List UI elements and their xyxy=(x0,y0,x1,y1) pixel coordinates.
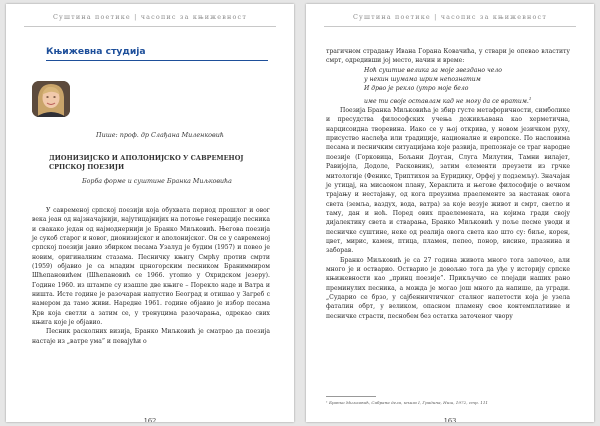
paragraph: Песник расколних визија, Бранко Миљковић је сматрао да поезија настаје из „ватре ума” и певајући о xyxy=(32,328,270,345)
poem-line: Ноћ суштие велика за моје звездано чело xyxy=(364,66,502,74)
paragraph: Поезија Бранка Миљковића је збир густе метафоричности, симболике и пресудства философских учења доживљавана као херметична, нарцисоидна творевина. Иако се у њој открива, у новом језичком руху, присуство наслеђа или традиције, националне и европске. По насловима песама и песничким ситуацијама које развија, препознаје се траг народне поезије (Горковица, Бољани Доуган, Слуга Милутин, Тамни вилајет, Равијојла, Додоле, Расковник), затим елементи преузети из грчке митологије (Феникс, Триптихон за Еуридику, Орфеј у подземљу). Значајан је утицај, на мисаоном плану, Хераклита и његове философије о вечном трајању и нестајању, од кога преузима праелементе за настанак овога света (земља, ваздух, вода, ватра) за које везује живот и смрт, светло и таму, дан и ноћ. Поред ових праелемената, на којима гради своју дијалектику света и стварања, Бранко Миљковић у поље песме уводи и песничке суштине, неке од реалија овога света као што су: биље, корен, цвет, мирис, камен, птица, пламен, пепео, понор, висине, празнина и заборав. xyxy=(326,107,570,255)
page-number: 163 xyxy=(443,417,457,422)
author-portrait xyxy=(32,81,70,117)
poem-line: И дрво је рекло (утро моје бело xyxy=(364,85,469,93)
author-line: Пише: проф. др Слађана Миленковић xyxy=(96,131,224,139)
footnote: ¹ Бранко Миљковић, Сабрана дела, књига I, Градина, Ниш, 1972, стр. 111 xyxy=(326,400,489,405)
page-number: 162 xyxy=(143,417,157,422)
poem-line: у некин шумама шрим непознатим xyxy=(364,76,481,84)
author-photo xyxy=(32,81,70,117)
article-title: ДИОНИЗИЈСКО И АПОЛОНИЈСКО У САВРЕМЕНОЈ СРПСКОЈ ПОЕЗИЈИ xyxy=(49,154,244,171)
article-subtitle: Борба форме и суштине Бранка Миљковића xyxy=(82,178,232,185)
paragraph: У савременој српској поезији која обухвата период прошлог и овог века јеан од најзначајнији, најутицајнијих на потоње генерације песника и свакако један од најмоднернији је Бранко Миљковић. Његова поезија је сукоб старог и новог, дионизијског и аполонијског. Он се у савременој српској поезији јавио збирком песама Узалуд је будим (1957) и повео је новим, оригиналним стазама. Песничку књигу Смрћу против смрти (1959) објавио је са младим црногорским песником Браниммиром Шћепановићем (Шћепановић се 1966. утопио у Охридском језеру). Године 1960. из штампе су изашле две књиге – Порекло наде и Ватра и ништа. Исте године је разочаран напустио Београд и отишао у Загреб с намером да тамо живи. Наредне 1961. године објавио је избор песама Крв која светли а затим се, у тренуцима разочарања, одрекао свих књига које је објавио. xyxy=(32,207,270,327)
section-title: Књижевна студија xyxy=(46,46,146,57)
header-rule xyxy=(324,26,576,27)
poem-line xyxy=(364,94,570,106)
paragraph: трагичном страдању Ивана Горана Ковачића, у ствари је опевао властиту смрт, одредивши јој место, начин и време: xyxy=(326,48,570,65)
left-body-text xyxy=(32,206,270,346)
poem-quote xyxy=(364,66,570,106)
poem-line-text: име ти своје оставлам кад не могу да се вратим. xyxy=(364,97,529,105)
right-page xyxy=(306,4,594,422)
running-head: Суштина поетике | часопис за књижевност xyxy=(52,13,248,21)
left-page xyxy=(6,4,294,422)
running-head: Суштина поетике | часопис за књижевност xyxy=(352,13,548,21)
section-rule xyxy=(46,60,268,61)
right-body-text xyxy=(326,47,570,321)
footnote-marker[interactable]: 1 xyxy=(528,95,532,101)
paragraph: Бранко Миљковић је са 27 година живота много тога започео, али много је и остварио. Остварио је довољно тога да уђе у историју српске књижевности као „принц поезије”. Прикључио се плејади наших рано преминулих песника, а можда је могао још много да напише, да угради. „Сударио се брзо, у сајбенничтичког сталног напетости која је узела фаталин обрт, у великом, опасном пламену свое контемплативне и песничке страсти, песнобем без остатка заточеног чвору xyxy=(326,256,570,320)
header-rule xyxy=(24,26,276,27)
footnote-rule xyxy=(326,396,376,397)
